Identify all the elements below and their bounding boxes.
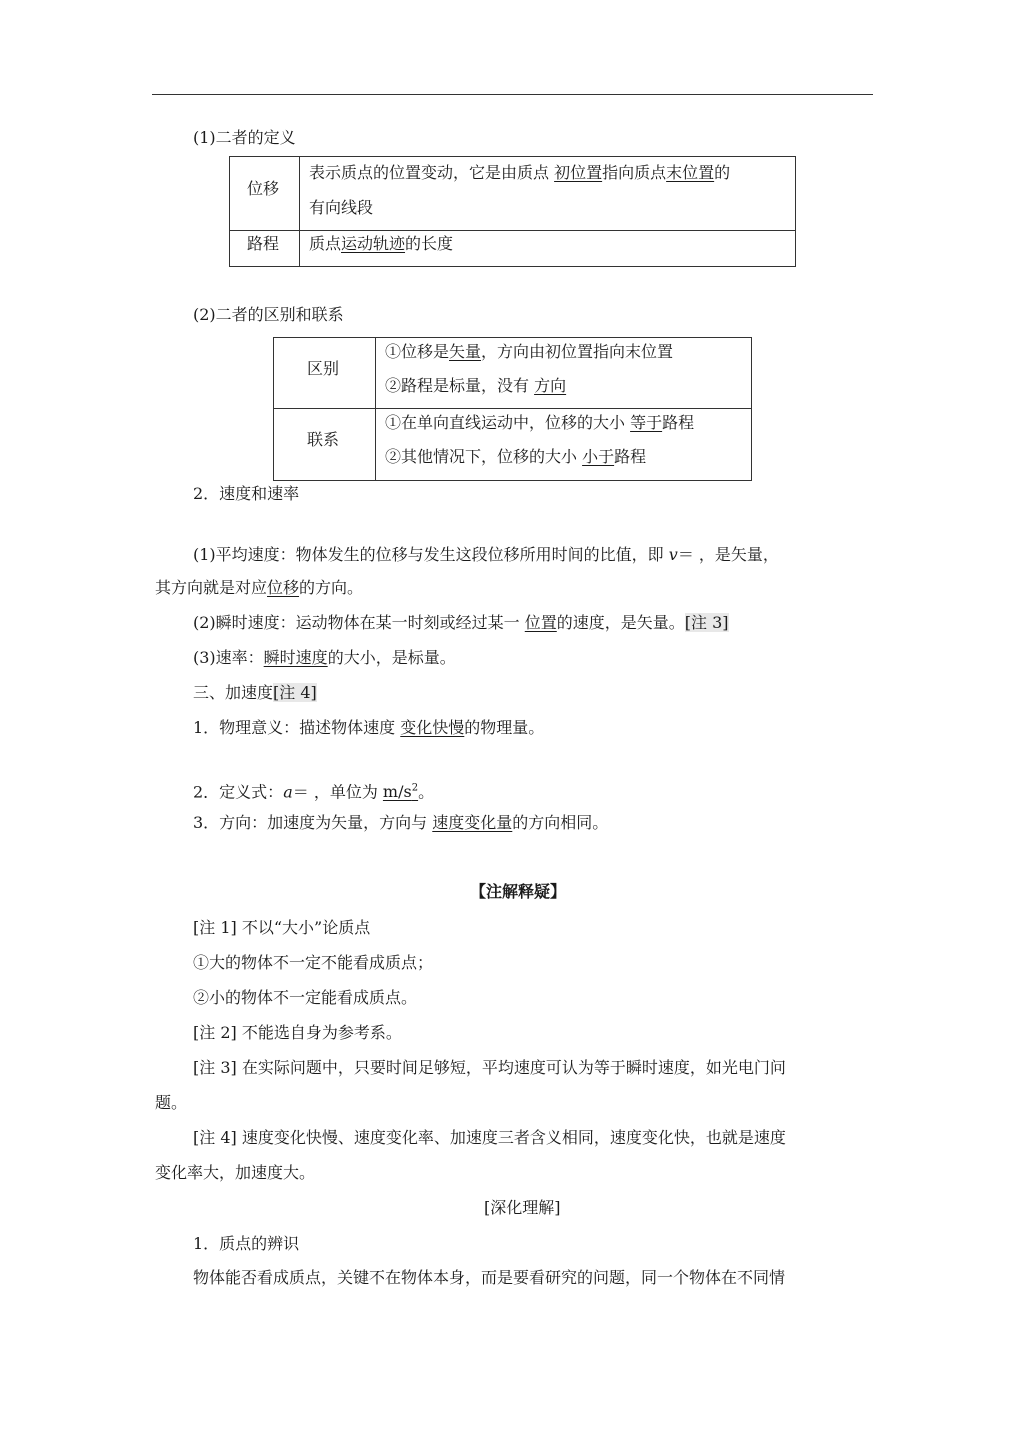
table-label-difference: 区别 [307,359,340,378]
paragraph-acceleration-meaning: 1．物理意义：描述物体速度 变化快慢的物理量。 [193,718,545,737]
table-cell-displacement-line2: 有向线段 [309,198,374,217]
note-ref-3: [注 3] [684,613,729,632]
deep-item-1-text: 物体能否看成质点，关键不在物体本身，而是要看研究的问题，同一个物体在不同情 [193,1268,786,1287]
table-cell-relation-line1: ①在单向直线运动中，位移的大小 等于路程 [385,413,695,432]
notes-title: 【注解释疑】 [470,882,567,901]
table-label-displacement: 位移 [247,179,280,198]
section-heading-difference: (2)二者的区别和联系 [193,305,344,324]
table-label-relation: 联系 [307,430,340,449]
table-cell-relation-line2: ②其他情况下，位移的大小 小于路程 [385,447,647,466]
note-1: [注 1] 不以“大小”论质点 [193,918,371,937]
heading-acceleration: 三、加速度[注 4] [193,683,317,702]
note-3-line1: [注 3] 在实际问题中，只要时间足够短，平均速度可认为等于瞬时速度，如光电门问 [193,1058,786,1077]
note-1-item-a: ①大的物体不一定不能看成质点； [193,953,434,972]
header-rule [152,94,873,95]
note-4-line1: [注 4] 速度变化快慢、速度变化率、加速度三者含义相同，速度变化快，也就是速度 [193,1128,786,1147]
table-cell-displacement-line1: 表示质点的位置变动，它是由质点 初位置指向质点末位置的 [309,163,731,182]
table-cell-difference-line2: ②路程是标量，没有 方向 [385,376,567,395]
table-label-distance: 路程 [247,234,280,253]
table-cell-difference-line1: ①位移是矢量，方向由初位置指向末位置 [385,342,674,361]
paragraph-acceleration-direction: 3．方向：加速度为矢量，方向与 速度变化量的方向相同。 [193,813,609,832]
paragraph-acceleration-definition: 2．定义式：a＝ ，单位为 $m/s^2$。 [193,782,435,802]
note-2: [注 2] 不能选自身为参考系。 [193,1023,402,1042]
section-heading-definition: (1)二者的定义 [193,128,296,147]
heading-speed: 2．速度和速率 [193,484,300,503]
note-4-line2: 变化率大，加速度大。 [155,1163,316,1182]
note-ref-4: [注 4] [273,683,317,702]
note-3-line2: 题。 [155,1093,188,1112]
deep-understanding-title: [深化理解] [484,1198,561,1217]
paragraph-average-velocity-line1: (1)平均速度：物体发生的位移与发生这段位移所用时间的比值，即 v＝ ，是矢量， [193,545,779,564]
note-1-item-b: ②小的物体不一定能看成质点。 [193,988,418,1007]
table-cell-distance: 质点运动轨迹的长度 [309,234,454,253]
deep-item-1-heading: 1．质点的辨识 [193,1234,300,1253]
paragraph-instantaneous-velocity: (2)瞬时速度：运动物体在某一时刻或经过某一 位置的速度，是矢量。[注 3] [193,613,729,632]
paragraph-average-velocity-line2: 其方向就是对应位移的方向。 [155,578,364,597]
paragraph-speed-rate: (3)速率：瞬时速度的大小，是标量。 [193,648,456,667]
